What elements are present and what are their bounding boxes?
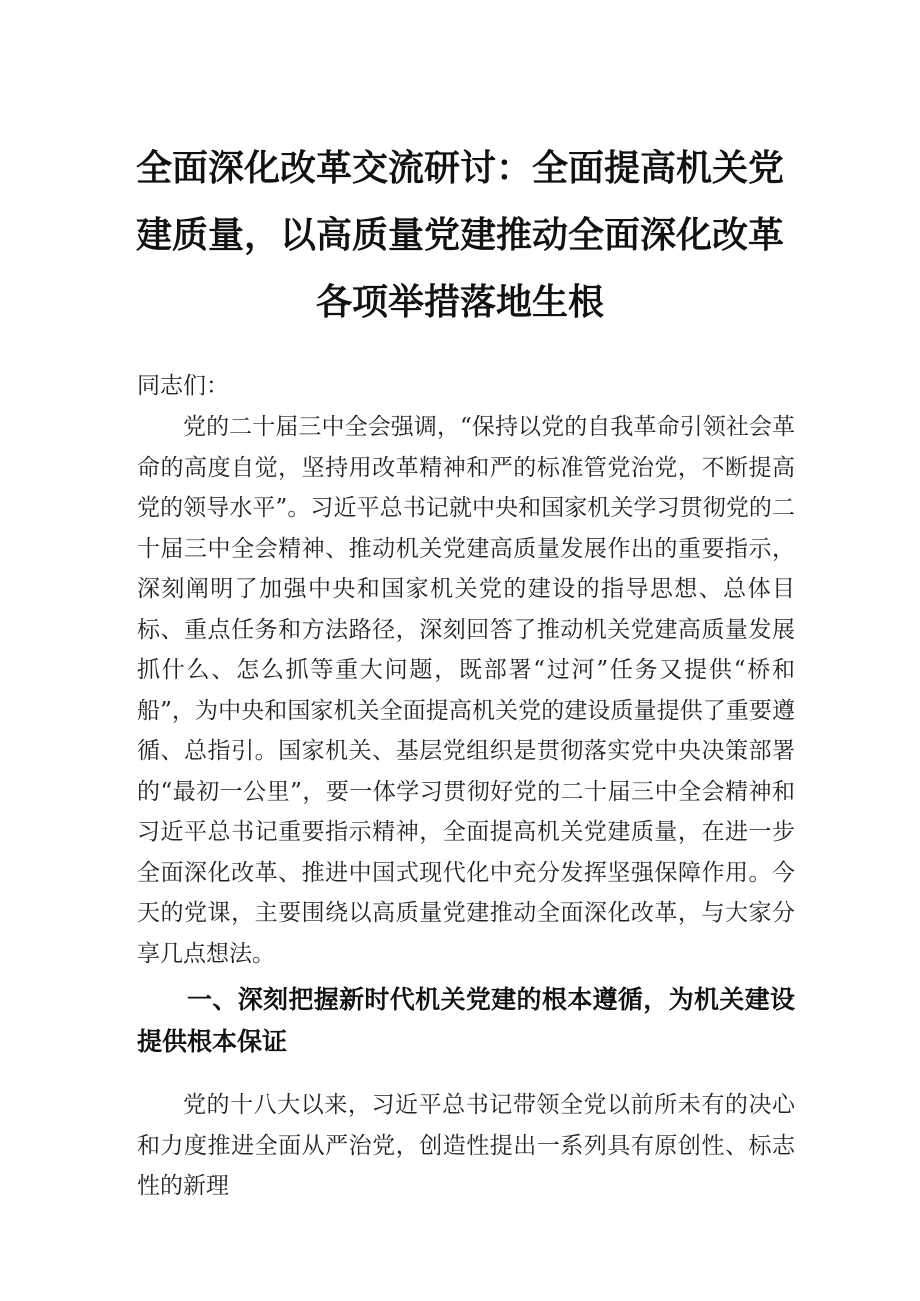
- paragraph-intro: 党的二十届三中全会强调，“保持以党的自我革命引领社会革命的高度自觉，坚持用改革精神和严的标准管党治党，不断提高党的领导水平”。习近平总书记就中央和国家机关学习贯彻党的二十届三中全会精神、推动机关党建高质量发展作出的重要指示，深刻阐明了加强中央和国家机关党的建设的指导思想、总体目标、重点任务和方法路径，深刻回答了推动机关党建高质量发展抓什么、怎么抓等重大问题，既部署“过河”任务又提供“桥和船”，为中央和国家机关全面提高机关党的建设质量提供了重要遵循、总指引。国家机关、基层党组织是贯彻落实党中央决策部署的“最初一公里”，要一体学习贯彻好党的二十届三中全会精神和习近平总书记重要指示精神，全面提高机关党建质量，在进一步全面深化改革、推进中国式现代化中充分发挥坚强保障作用。今天的党课，主要围绕以高质量党建推动全面深化改革，与大家分享几点想法。: [137, 414, 795, 967]
- paragraph-section-1: 党的十八大以来，习近平总书记带领全党以前所未有的决心和力度推进全面从严治党，创造性提出一系列具有原创性、标志性的新理: [137, 1092, 795, 1199]
- document-title: [120, 135, 800, 336]
- title-line-2: 建质量，以高质量党建推动全面深化改革: [135, 215, 784, 256]
- title-line-3: 各项举措落地生根: [315, 282, 604, 323]
- greeting: 同志们：: [137, 373, 229, 399]
- section-heading-1: 一、深刻把握新时代机关党建的根本遵循，为机关建设提供根本保证: [137, 985, 795, 1056]
- title-line-1: 全面深化改革交流研讨：全面提高机关党: [135, 148, 784, 189]
